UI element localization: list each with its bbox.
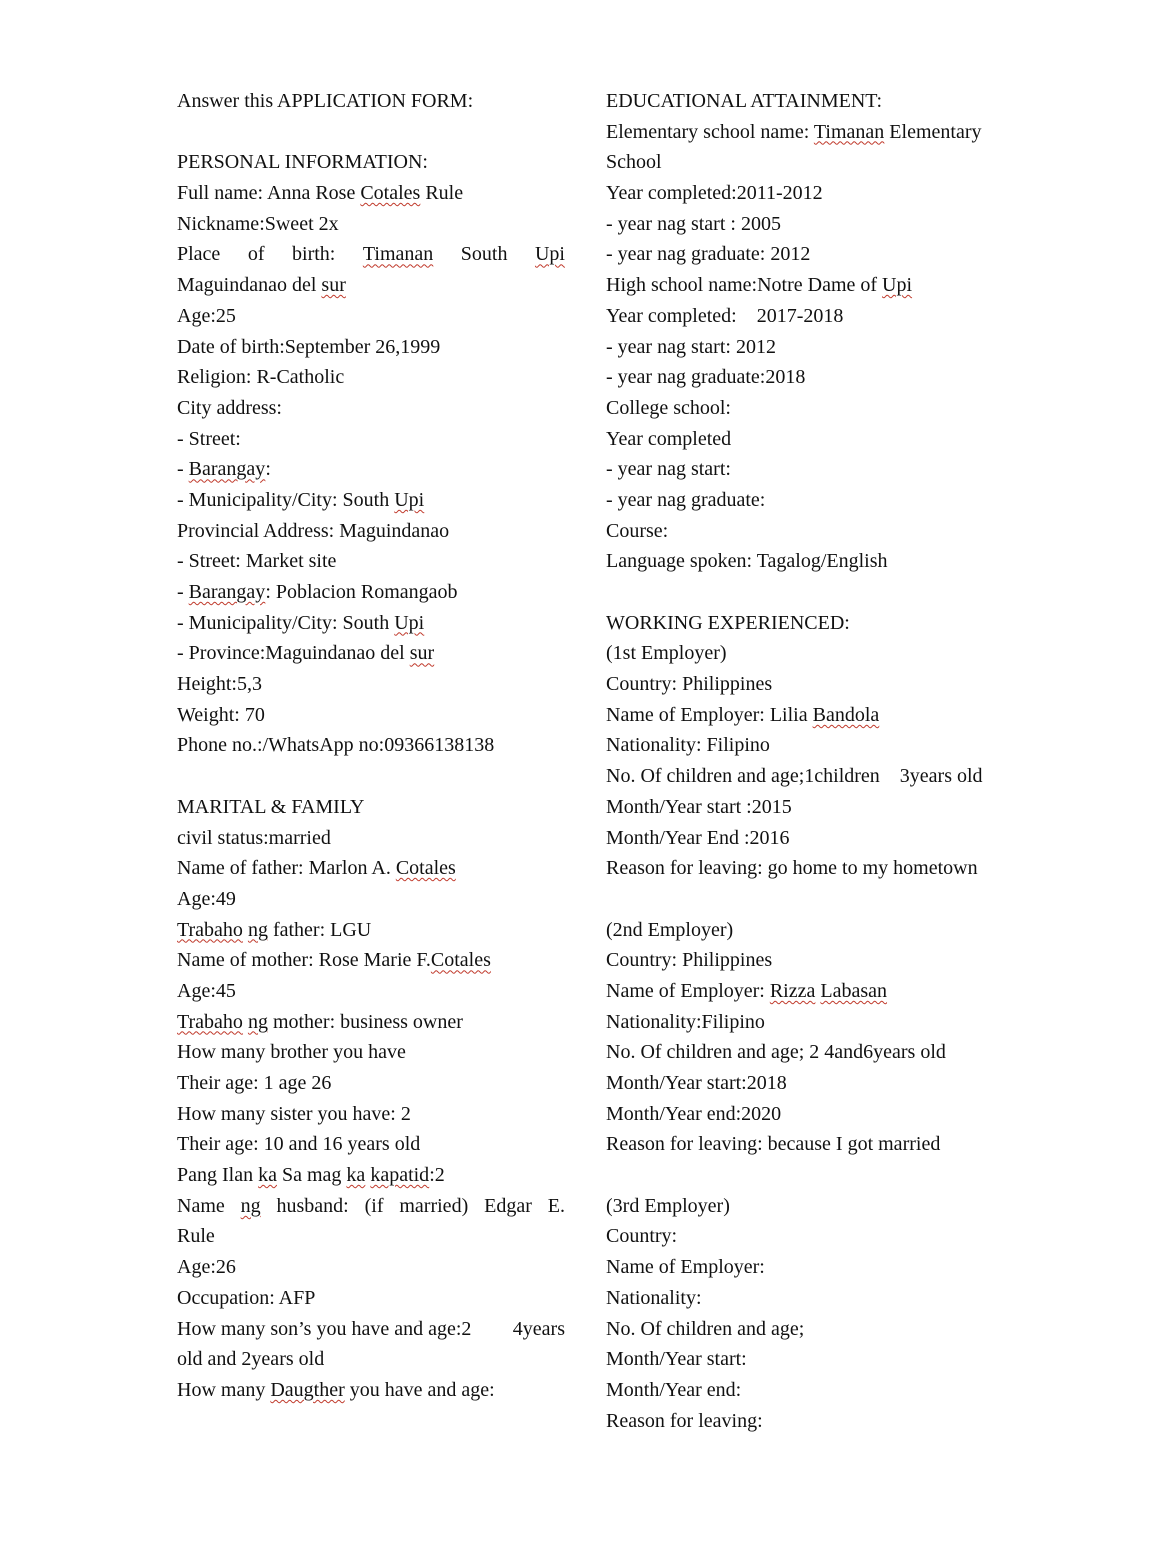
employer3-country: Country: [606,1225,678,1248]
employer3-start: Month/Year start: [606,1348,747,1371]
employer3-title: (3rd Employer) [606,1194,730,1217]
employer2-reason: Reason for leaving: because I got married [606,1133,941,1156]
education-heading: EDUCATIONAL ATTAINMENT: [606,90,883,112]
employer3-end: Month/Year end: [606,1378,742,1401]
blank-line [606,577,1006,608]
employer2-title: (2nd Employer) [606,918,734,941]
elementary-name-line-cont: School [606,151,662,174]
city-barangay-line: - Barangay: [177,458,271,481]
blank-line [606,1160,1006,1191]
employer2-country: Country: Philippines [606,949,773,972]
prov-barangay-line: - Barangay: Poblacion Romangaob [177,581,458,603]
employer3-children: No. Of children and age; [606,1317,805,1340]
blank-line [606,884,1006,915]
employer3-reason: Reason for leaving: [606,1409,763,1432]
elementary-graduate-line: - year nag graduate: 2012 [606,243,811,266]
highschool-start-line: - year nag start: 2012 [606,335,776,358]
husband-name-line: Name ng husband: (if married) Edgar E. [177,1194,565,1217]
work-heading: WORKING EXPERIENCED: [606,611,850,634]
prov-municipality-line: - Municipality/City: South Upi [177,611,425,634]
employer2-end: Month/Year end:2020 [606,1102,782,1125]
employer2-children: No. Of children and age; 2 4and6years old [606,1041,946,1064]
course-line: Course: [606,519,669,542]
employer1-children: No. Of children and age;1children 3years old [606,765,983,788]
college-completed-line: Year completed [606,427,732,450]
employer3-nationality: Nationality: [606,1286,702,1309]
father-age-line: Age:49 [177,887,236,910]
age-line: Age:25 [177,304,236,327]
form-intro: Answer this APPLICATION FORM: [177,90,474,112]
sibling-rank-line: Pang Ilan ka Sa mag ka kapatid:2 [177,1164,445,1187]
prov-street-line: - Street: Market site [177,550,337,573]
sisters-age-line: Their age: 10 and 16 years old [177,1133,421,1156]
marital-family-heading: MARITAL & FAMILY [177,795,365,818]
elementary-start-line: - year nag start : 2005 [606,212,781,235]
city-street-line: - Street: [177,427,241,450]
employer1-title: (1st Employer) [606,642,727,665]
daughters-line: How many Daugther you have and age: [177,1378,495,1401]
sons-line-cont: old and 2years old [177,1348,325,1371]
language-line: Language spoken: Tagalog/English [606,550,888,573]
mother-job-line: Trabaho ng mother: business owner [177,1010,463,1033]
date-of-birth-line: Date of birth:September 26,1999 [177,335,441,358]
place-of-birth-line-cont: Maguindanao del sur [177,274,346,297]
sisters-line: How many sister you have: 2 [177,1102,411,1125]
full-name-line: Full name: Anna Rose Cotales Rule [177,182,464,205]
brothers-age-line: Their age: 1 age 26 [177,1072,332,1094]
college-graduate-line: - year nag graduate: [606,488,766,511]
employer1-reason: Reason for leaving: go home to my hometown [606,857,978,880]
employer1-nationality: Nationality: Filipino [606,734,770,757]
right-column [606,86,1006,1436]
weight-line: Weight: 70 [177,703,265,726]
occupation-line: Occupation: AFP [177,1286,316,1309]
employer2-name: Name of Employer: Rizza Labasan [606,979,888,1002]
elementary-name-line: Elementary school name: Timanan Elementary [606,120,982,143]
provincial-address-line: Provincial Address: Maguindanao [177,519,450,542]
elementary-completed-line: Year completed:2011-2012 [606,182,823,205]
blank-line [177,761,565,792]
religion-line: Religion: R-Catholic [177,366,345,389]
college-line: College school: [606,396,731,419]
prov-province-line: - Province:Maguindanao del sur [177,642,435,665]
personal-info-heading: PERSONAL INFORMATION: [177,151,428,174]
father-name-line: Name of father: Marlon A. Cotales [177,857,456,880]
father-job-line: Trabaho ng father: LGU [177,918,372,941]
brothers-line: How many brother you have [177,1041,406,1064]
employer1-start: Month/Year start :2015 [606,795,792,818]
husband-age-line: Age:26 [177,1256,236,1279]
city-address-label: City address: [177,396,282,419]
city-municipality-line: - Municipality/City: South Upi [177,488,425,511]
husband-name-line-cont: Rule [177,1225,215,1248]
highschool-name-line: High school name:Notre Dame of Upi [606,274,913,297]
civil-status-line: civil status:married [177,826,331,849]
employer3-name: Name of Employer: [606,1256,765,1279]
employer1-name: Name of Employer: Lilia Bandola [606,703,880,726]
mother-name-line: Name of mother: Rose Marie F.Cotales [177,949,491,972]
employer2-start: Month/Year start:2018 [606,1072,787,1094]
blank-line [177,117,565,148]
height-line: Height:5,3 [177,673,262,696]
sons-line: How many son’s you have and age:2 4years [177,1317,565,1340]
nickname-line: Nickname:Sweet 2x [177,212,339,235]
employer1-country: Country: Philippines [606,673,773,696]
employer1-end: Month/Year End :2016 [606,826,790,849]
highschool-completed-line: Year completed: 2017-2018 [606,304,844,327]
highschool-graduate-line: - year nag graduate:2018 [606,366,806,389]
left-column [177,86,565,1406]
place-of-birth-line: Place of birth: Timanan South Upi [177,243,565,266]
employer2-nationality: Nationality:Filipino [606,1010,765,1033]
college-start-line: - year nag start: [606,458,731,481]
mother-age-line: Age:45 [177,979,236,1002]
phone-line: Phone no.:/WhatsApp no:09366138138 [177,734,495,757]
